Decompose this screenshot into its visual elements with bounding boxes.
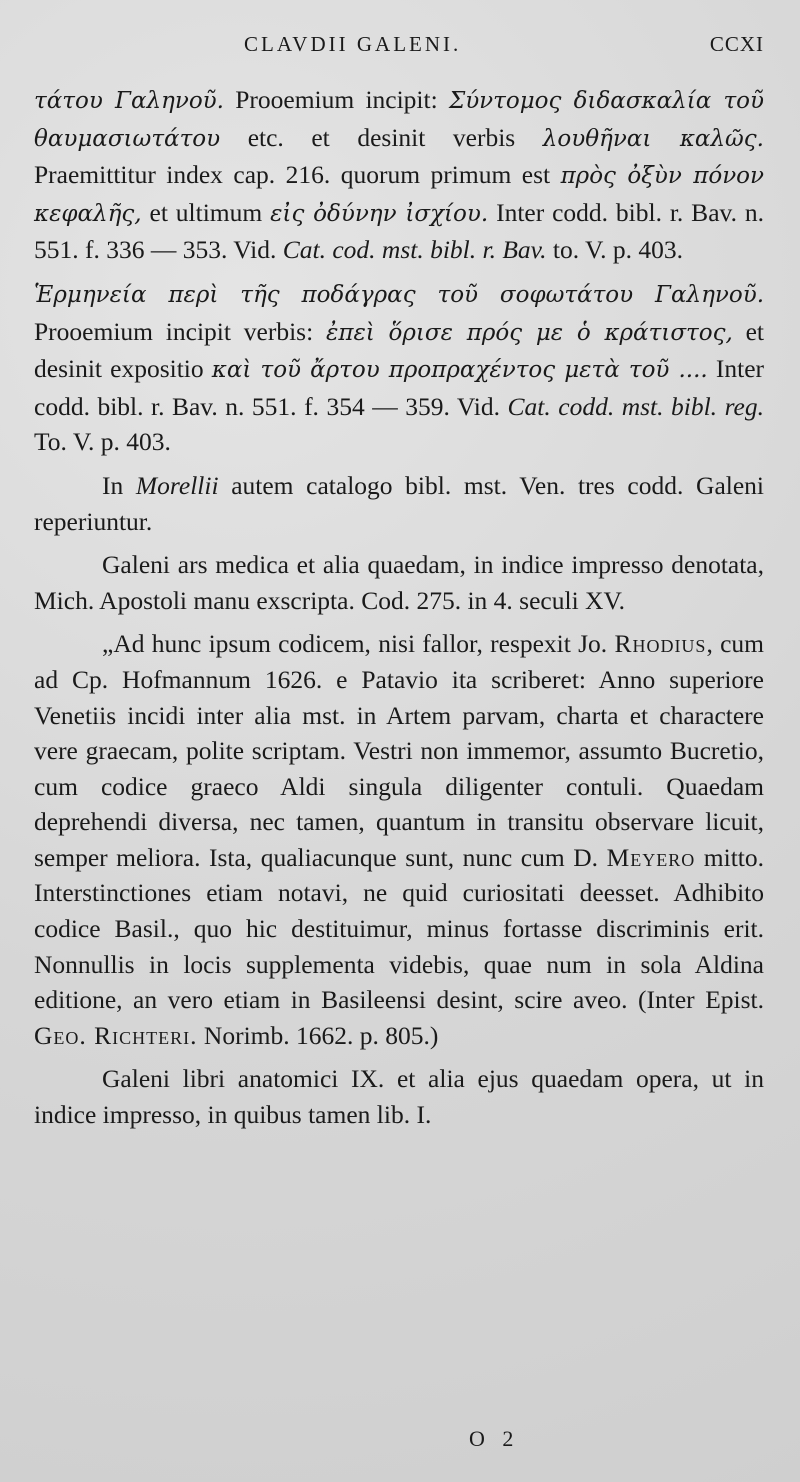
greek-text: τάτου Γαληνοῦ. xyxy=(34,88,224,114)
text-run: Praemittitur index cap. 216. quorum primum est xyxy=(34,160,561,190)
paragraph xyxy=(34,1061,764,1132)
running-head xyxy=(34,26,764,66)
text-run: et desinit expositio xyxy=(34,316,765,384)
small-caps-name: Rhodius xyxy=(614,629,707,659)
italic-text: Cat. cod. mst. bibl. r. Bav. xyxy=(282,235,547,265)
folio-number: CCXI xyxy=(709,32,764,56)
greek-text: Ἑρμηνεία περὶ τῆς ποδάγρας τοῦ σοφωτάτου Γαληνοῦ. xyxy=(34,281,764,308)
paragraph xyxy=(34,547,764,618)
paragraph xyxy=(34,468,764,539)
signature-mark: O 2 xyxy=(469,1426,520,1451)
text-run: to. V. p. 403. xyxy=(546,235,683,265)
running-title: CLAVDII GALENI. xyxy=(244,32,462,56)
text-run: In xyxy=(102,470,136,500)
text-run: etc. et desinit verbis xyxy=(220,122,543,152)
text-run: , cum ad Cp. Hofmannum 1626. e Patavio ita scriberet: Anno superiore Venetiis incidi inter alia mst. in Artem parvam, charta et charactere vere graecam, polite scriptam. Vestri non immemor, assumto Bucretio, cum codice graeco Aldi singula diligenter contuli. Quaedam deprehendi diversa, nec tamen, quantum in transitu observare licuit, semper meliora. Ista, qualiacunque sunt, nunc cum D. xyxy=(34,629,764,872)
small-caps-name: Geo. Richteri. xyxy=(34,1020,198,1050)
text-run: Prooemium incipit verbis: xyxy=(34,316,326,346)
greek-text: πρὸς ὀξὺν πόνον κεφαλῆς, xyxy=(34,163,764,227)
text-run: Norimb. 1662. p. 805.) xyxy=(197,1020,439,1050)
greek-text: λουθῆναι καλῶς. xyxy=(542,125,764,152)
text-run: To. V. p. 403. xyxy=(34,427,171,457)
paragraph xyxy=(34,626,764,1053)
greek-text: Σύντομος διδασκαλία τοῦ θαυμασιωτάτου xyxy=(34,88,765,152)
text-run: et ultimum xyxy=(141,197,271,227)
italic-text: Cat. codd. mst. bibl. reg. xyxy=(507,391,764,421)
text-run: Galeni libri anatomici IX. et alia ejus quaedam opera, ut in indice impresso, in quibus tamen lib. I. xyxy=(34,1064,764,1130)
small-caps-name: Meyero xyxy=(606,842,696,872)
italic-text: Morellii xyxy=(135,470,219,500)
text-run: Galeni ars medica et alia quaedam, in indice impresso denotata, Mich. Apostoli manu exscripta. Cod. 275. in 4. seculi XV. xyxy=(34,550,764,615)
greek-text: ἐπεὶ ὅρισε πρός με ὁ κράτιστος, xyxy=(325,319,733,346)
text-run: Inter codd. bibl. r. Bav. n. 551. f. 354 — 359. Vid. xyxy=(34,354,765,421)
text-run: Prooemium incipit: xyxy=(223,85,449,114)
text-run: Inter codd. bibl. r. Bav. n. 551. f. 336 — 353. Vid. xyxy=(34,197,764,265)
text-run: autem catalogo bibl. mst. Ven. tres codd. Galeni reperiuntur. xyxy=(34,470,765,536)
text-run: „Ad hunc ipsum codicem, nisi fallor, respexit Jo. xyxy=(102,629,615,659)
paragraph xyxy=(34,82,764,268)
book-page xyxy=(34,26,764,1466)
greek-text: εἰς ὀδύνην ἰσχίου. xyxy=(270,200,489,227)
body-text xyxy=(34,82,764,1133)
paragraph xyxy=(34,276,764,460)
greek-text: καὶ τοῦ ἄρτου προπραχέντος μετὰ τοῦ .... xyxy=(211,357,708,384)
text-run: mitto. Interstinctiones etiam notavi, ne quid curiositati deesset. Adhibito codice Basil., quo hic destituimur, minus fortasse discriminis erit. Nonnullis in locis supplementa videbis, quae num in sola Aldina editione, an vero etiam in Basileensi desint, scire aveo. (Inter Epist. xyxy=(34,842,764,1015)
